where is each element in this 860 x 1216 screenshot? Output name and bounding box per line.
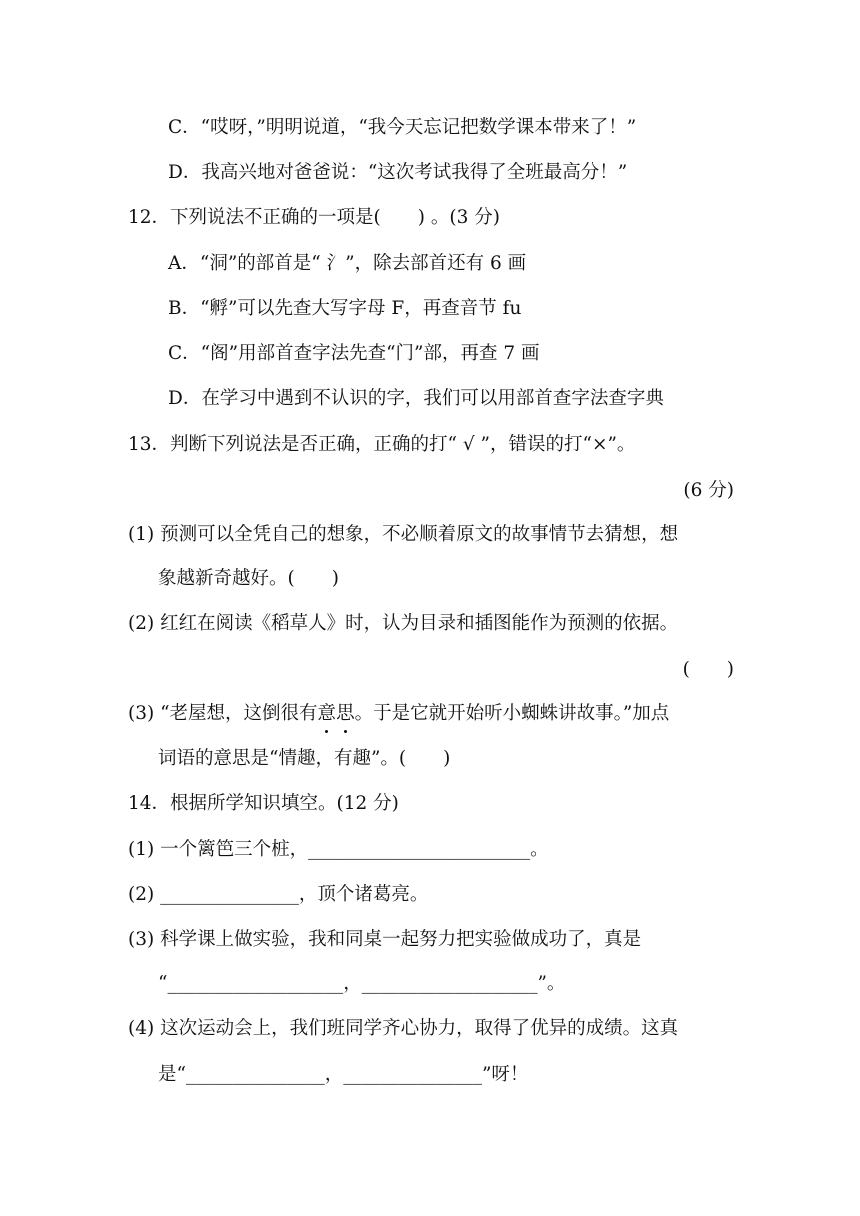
dotted-char-1: 意	[318, 701, 337, 727]
q14-item2: (2) _______________，顶个诸葛亮。	[128, 884, 429, 905]
option-d-prev: D．我高兴地对爸爸说：“这次考试我得了全班最高分！”	[168, 162, 628, 183]
q12-option-c: C．“阁”用部首查字法先查“门”部，再查 7 画	[168, 343, 540, 364]
q13-item2-bracket: ( )	[682, 659, 734, 680]
q12-option-b: B．“孵”可以先查大写字母 F，再查音节 fu	[168, 298, 522, 319]
question-13-score: (6 分)	[683, 480, 734, 501]
q13-item3-line1	[128, 701, 669, 727]
q13-item3-text-post: 。于是它就开始听小蜘蛛讲故事。”加点	[354, 703, 670, 724]
question-12-stem: 12．下列说法不正确的一项是( ) 。(3 分)	[128, 207, 500, 228]
q13-item2-line1: (2) 红红在阅读《稻草人》时，认为目录和插图能作为预测的依据。	[128, 613, 679, 634]
q13-item3-line2: 词语的意思是“情趣，有趣”。( )	[158, 748, 451, 769]
question-13-stem: 13．判断下列说法是否正确，正确的打“ √ ”，错误的打“×”。	[128, 434, 636, 455]
question-14-stem: 14．根据所学知识填空。(12 分)	[128, 793, 399, 814]
q14-item3-line1: (3) 科学课上做实验，我和同桌一起努力把实验做成功了，真是	[128, 929, 642, 950]
q13-item1-line2: 象越新奇越好。( )	[158, 568, 339, 589]
q13-item1-line1: (1) 预测可以全凭自己的想象，不必顺着原文的故事情节去猜想，想	[128, 524, 679, 545]
option-c-prev: C．“哎呀，”明明说道，“我今天忘记把数学课本带来了！”	[168, 117, 637, 138]
dotted-char-2: 思	[336, 701, 355, 727]
q14-item4-line1: (4) 这次运动会上，我们班同学齐心协力，取得了优异的成绩。这真	[128, 1018, 679, 1039]
q13-item3-text-pre: (3) “老屋想，这倒很有	[128, 703, 318, 724]
q14-item4-line2: 是“_______________，_______________”呀！	[158, 1064, 529, 1085]
q14-item1: (1) 一个篱笆三个桩，________________________。	[128, 839, 549, 860]
q14-item3-line2: “___________________，___________________”。	[158, 973, 566, 994]
q12-option-d: D．在学习中遇到不认识的字，我们可以用部首查字法查字典	[168, 388, 664, 409]
q12-option-a: A．“洞”的部首是“ 氵”，除去部首还有 6 画	[168, 253, 527, 274]
